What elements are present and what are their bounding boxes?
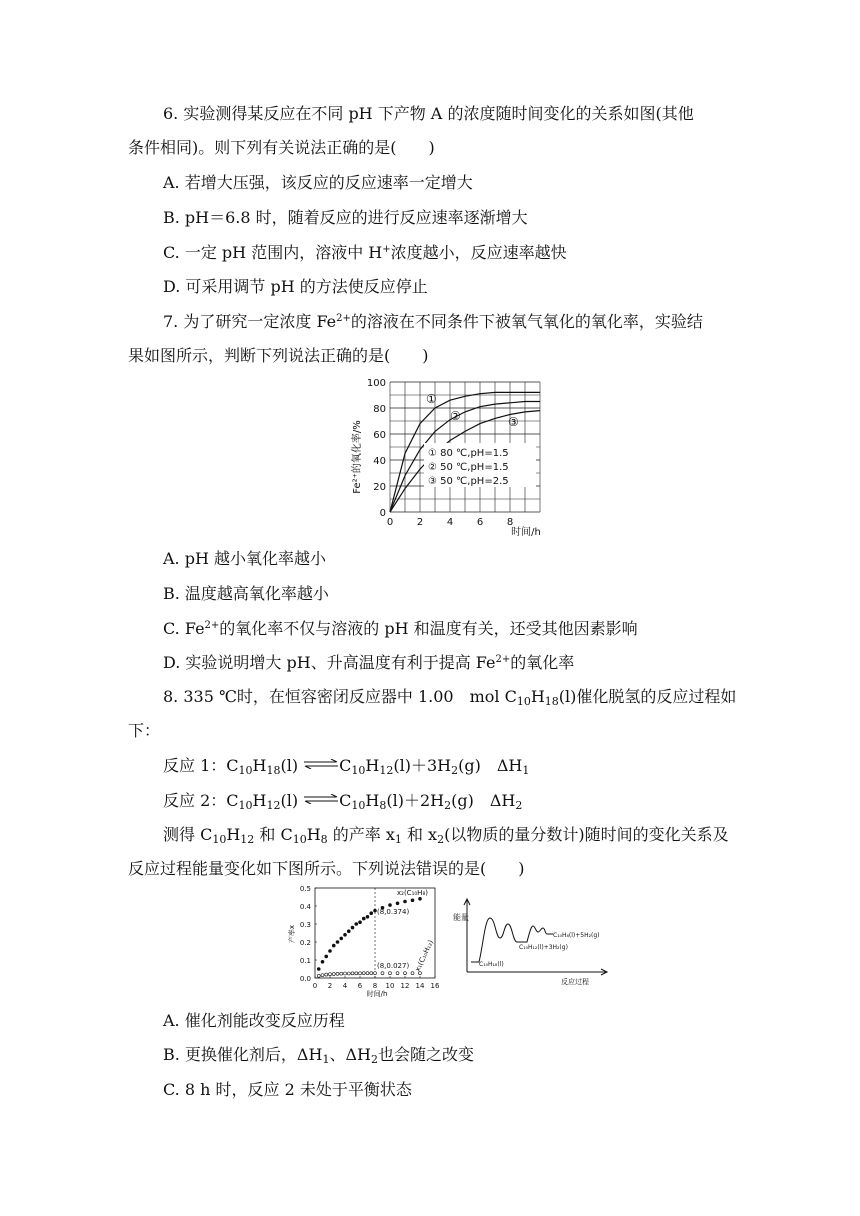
chart2-point-x2	[370, 912, 373, 915]
chart2-xtick-0: 0	[312, 982, 318, 990]
chart2-ylabel: 产率x	[288, 924, 296, 944]
chart2-point-x1	[317, 974, 320, 977]
energy-profile-diagram	[453, 896, 613, 988]
q7-stem-line1: 7. 为了研究一定浓度 $Fe^{2+}$的溶液在不同条件下被氧气氧化的氧化率，实验结	[163, 312, 703, 331]
chart1-curve-label-1: ①	[426, 392, 437, 406]
q6-option-c: C. 一定 pH 范围内，溶液中 H+浓度越小，反应速率越快	[163, 243, 567, 262]
chart2-point-x2	[404, 900, 407, 903]
chart1-ytick-60: 60	[373, 430, 386, 441]
chart2-point-x1	[351, 972, 354, 975]
chart2-point-x1	[362, 972, 365, 975]
chart2-point-x1	[336, 972, 339, 975]
chart2-xtick-16: 16	[430, 982, 440, 990]
yield-chart	[285, 882, 445, 1000]
chart2-xtick-6: 6	[357, 982, 363, 990]
chart2-point-x2	[359, 921, 362, 924]
chart1-xtick-0: 0	[386, 517, 394, 528]
chart2-point-x2	[332, 944, 335, 947]
chart2-series-x2-label: x₂(C₁₀H₈)	[397, 889, 428, 897]
chart2-point-x2	[344, 933, 347, 936]
energy-level-intermediate: C₁₀H₁₂(l)+3H₂(g)	[519, 944, 568, 951]
chart2-point-x1	[366, 972, 369, 975]
chart1-yticks	[367, 378, 386, 519]
chart2-point-x2	[362, 917, 365, 920]
chart2-xticks	[313, 982, 440, 990]
chart1-xlabel: 时间/h	[511, 527, 541, 538]
chart2-point-x1	[374, 972, 377, 975]
chart2-ytick-3: 0.3	[299, 921, 311, 929]
chart2-ytick-1: 0.1	[299, 957, 311, 965]
chart1-xtick-8: 8	[506, 517, 514, 528]
chart1-legend-3: ③ 50 ℃,pH=2.5	[428, 476, 509, 487]
q6-option-b: B. pH＝6.8 时，随着反应的进行反应速率逐渐增大	[163, 208, 528, 227]
energy-level-reactant: C₁₀H₁₈(l)	[479, 961, 504, 968]
q8-reaction-2: 反应 2：$C_{10}H_{12}(l)$ $C_{10}H_8(l)+2H_2(g)$ $\Delta H_2$	[163, 791, 523, 812]
chart2-xlabel: 时间/h	[366, 990, 388, 998]
chart1-curve-label-2: ②	[450, 409, 461, 423]
chart2-point-x1	[329, 973, 332, 976]
chart2-point2-label: (8,0.027)	[377, 962, 410, 970]
q8-option-c: C. 8 h 时，反应 2 未处于平衡状态	[163, 1080, 412, 1099]
equilibrium-arrow-icon	[303, 759, 339, 769]
q6-stem-line2: 条件相同)。则下列有关说法正确的是( )	[128, 138, 435, 157]
chart2-xtick-10: 10	[385, 982, 395, 990]
q7-option-a: A. pH 越小氧化率越小	[163, 549, 327, 568]
q7-option-d: D. 实验说明增大 pH、升高温度有利于提高 $Fe^{2+}$的氧化率	[163, 653, 575, 672]
chart2-ytick-2: 0.2	[299, 939, 311, 947]
q7-option-b: B. 温度越高氧化率越小	[163, 584, 329, 603]
chart2-point-x1	[389, 972, 392, 975]
chart1-ytick-0: 0	[379, 508, 386, 519]
chart1-legend-2: ② 50 ℃,pH=1.5	[428, 462, 509, 473]
chart2-point-x1	[396, 972, 399, 975]
oxidation-rate-chart	[348, 372, 548, 542]
chart2-point-x2	[419, 897, 422, 900]
chart1-ytick-80: 80	[373, 404, 386, 415]
chart2-point-x1	[370, 972, 373, 975]
energy-level-product: C₁₀H₈(l)+5H₂(g)	[553, 932, 600, 939]
chart2-point-x1	[325, 973, 328, 976]
chart1-ytick-100: 100	[366, 378, 386, 389]
q8-option-b: B. 更换催化剂后，$\Delta H_1$、$\Delta H_2$也会随之改变	[163, 1045, 474, 1066]
q8-reaction-1: 反应 1：$C_{10}H_{18}(l)$ $C_{10}H_{12}(l)+3H_2(g)$ $\Delta H_1$	[163, 756, 530, 777]
chart2-xtick-12: 12	[400, 982, 410, 990]
chart1-legend-1: ① 80 ℃,pH=1.5	[428, 448, 509, 459]
chart2-point-x1	[404, 972, 407, 975]
q8-stem-line2: 下：	[128, 721, 161, 740]
chart2-point-x1	[332, 973, 335, 976]
chart2-point-x2	[336, 941, 339, 944]
chart1-ytick-40: 40	[373, 456, 386, 467]
chart1-ylabel: Fe²⁺的氧化率/%	[352, 420, 363, 494]
chart2-point-x2	[321, 960, 324, 963]
chart2-ytick-5: 0.5	[299, 885, 311, 893]
chart1-xticks	[387, 517, 513, 528]
chart2-point-x2	[366, 915, 369, 918]
chart2-point-x1	[355, 972, 358, 975]
chart2-point-x2	[411, 899, 414, 902]
energy-ylabel: 能量	[453, 913, 469, 922]
chart2-point-x2	[329, 950, 332, 953]
q8-stem-line3: 测得 $C_{10}H_{12}$ 和 $C_{10}H_8$ 的产率 $x_1$ 和 $x_2$(以物质的量分数计)随时间的变化关系及	[163, 825, 729, 846]
chart2-point-x2	[355, 923, 358, 926]
chart2-point-x2	[351, 926, 354, 929]
q8-option-a: A. 催化剂能改变反应历程	[163, 1011, 345, 1030]
chart2-point-x2	[396, 902, 399, 905]
q7-stem-line2: 果如图所示，判断下列说法正确的是( )	[128, 346, 429, 365]
chart2-xtick-2: 2	[327, 982, 333, 990]
chart2-point-x1	[321, 974, 324, 977]
q7-option-c: C. $Fe^{2+}$的氧化率不仅与溶液的 pH 和温度有关，还受其他因素影响	[163, 619, 638, 638]
q6-option-d: D. 可采用调节 pH 的方法使反应停止	[163, 277, 428, 296]
q8-stem-line4: 反应过程能量变化如下图所示。下列说法错误的是( )	[128, 859, 525, 878]
chart2-point-x1	[411, 972, 414, 975]
chart2-xtick-14: 14	[415, 982, 425, 990]
chart1-xtick-2: 2	[416, 517, 424, 528]
chart2-point-x2	[325, 955, 328, 958]
chart2-point-x1	[347, 972, 350, 975]
chart1-curve-label-3: ③	[508, 415, 519, 429]
chart1-ytick-20: 20	[373, 482, 386, 493]
chart2-xtick-8: 8	[372, 982, 378, 990]
chart2-point1-label: (8,0.374)	[377, 908, 410, 916]
chart2-ytick-0: 0.0	[299, 975, 311, 983]
energy-curve	[471, 918, 553, 962]
chart2-point-x1	[381, 972, 384, 975]
chart2-point-x2	[317, 968, 320, 971]
chart2-point-x2	[340, 937, 343, 940]
chart2-point-x2	[389, 904, 392, 907]
chart2-point-x1	[340, 972, 343, 975]
chart2-series-x1-label: x₁(C₁₀H₁₂)	[413, 938, 436, 973]
chart2-point-x1	[359, 972, 362, 975]
chart2-xtick-4: 4	[342, 982, 348, 990]
q6-option-a: A. 若增大压强，该反应的反应速率一定增大	[163, 173, 473, 192]
chart2-ytick-4: 0.4	[299, 903, 311, 911]
q6-stem-line1: 6. 实验测得某反应在不同 pH 下产物 A 的浓度随时间变化的关系如图(其他	[163, 104, 694, 123]
chart2-point-x1	[344, 972, 347, 975]
chart2-point-x2	[347, 930, 350, 933]
equilibrium-arrow-icon	[303, 794, 339, 804]
q8-stem-line1: 8. 335 ℃时，在恒容密闭反应器中 1.00 mol $C_{10}H_{18}(l)$催化脱氢的反应过程如	[163, 687, 737, 708]
chart1-xtick-4: 4	[446, 517, 454, 528]
energy-xlabel: 反应过程	[561, 978, 589, 986]
chart2-yticks	[300, 885, 312, 983]
chart1-xtick-6: 6	[476, 517, 484, 528]
